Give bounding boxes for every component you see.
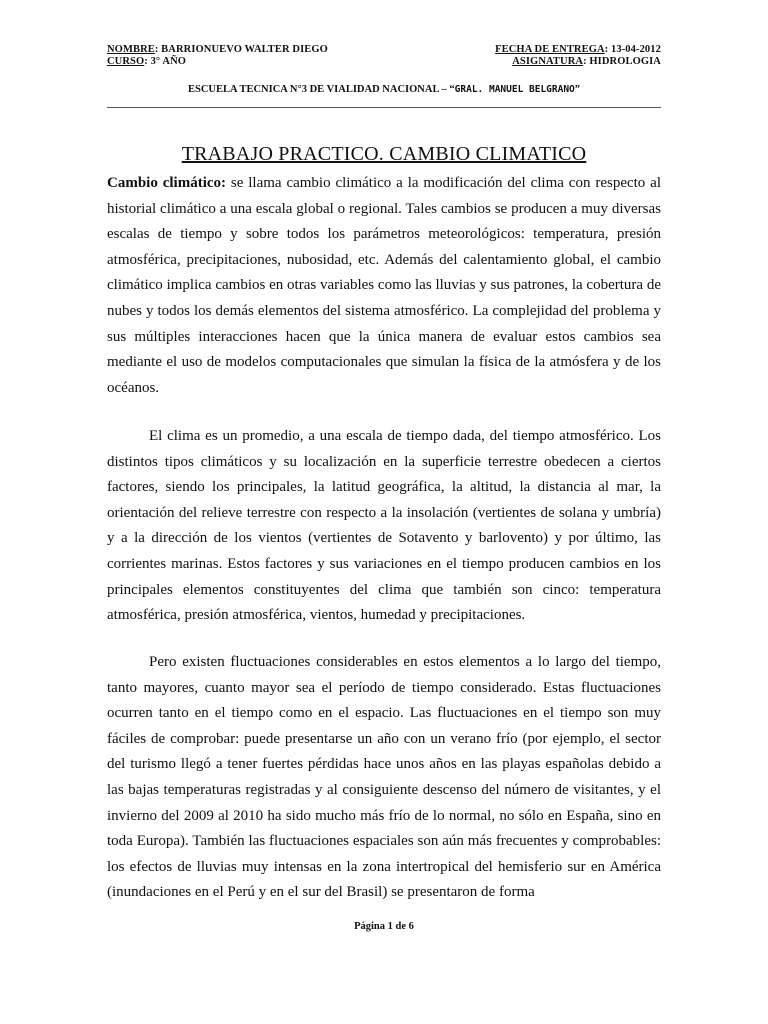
paragraph-1-term: Cambio climático: bbox=[107, 175, 227, 191]
nombre-label: NOMBRE bbox=[107, 44, 155, 55]
document-title: TRABAJO PRACTICO. CAMBIO CLIMATICO bbox=[181, 143, 587, 165]
course bbox=[107, 56, 186, 68]
asignatura-label: ASIGNATURA bbox=[512, 56, 584, 67]
curso-value: : 3° AÑO bbox=[144, 56, 187, 67]
header-row-2 bbox=[107, 56, 661, 68]
asignatura-value: : HIDROLOGIA bbox=[583, 56, 661, 67]
paragraph-3: Pero existen fluctuaciones considerables en estos elementos a lo largo del tiempo, tanto mayores, cuanto mayor sea el período de tiempo considerado. Estas fluctuaciones ocurren tanto en el tiempo como en el espacio. Las fluctuaciones en el tiempo son muy fáciles de comprobar: puede presentarse un año con un verano frío (por ejemplo, el sector del turismo llegó a tener fuertes pérdidas hace unos años en las playas españolas debido a las bajas temperaturas registradas y al consiguiente descenso del número de visitantes, y el invierno del 2009 al 2010 ha sido mucho más frío de lo normal, no sólo en España, sino en toda Europa). También las fluctuaciones espaciales son aún más frecuentes y comprobables: los efectos de lluvias muy intensas en la zona intertropical del hemisferio sur en América (inundaciones en el Perú y en el sur del Brasil) se presentaron de forma bbox=[107, 654, 661, 901]
fecha-label: FECHA DE ENTREGA bbox=[495, 44, 605, 55]
paragraph-1 bbox=[107, 171, 661, 401]
header-row-1 bbox=[107, 44, 661, 56]
subject bbox=[512, 56, 661, 68]
school-name: GRAL. MANUEL BELGRANO bbox=[454, 84, 575, 95]
nombre-value: : BARRIONUEVO WALTER DIEGO bbox=[154, 44, 328, 55]
fecha-value: : 13-04-2012 bbox=[604, 44, 661, 55]
header-divider bbox=[107, 107, 661, 108]
student-name bbox=[107, 44, 328, 56]
school-line bbox=[107, 84, 661, 96]
page-number: Página 1 de 6 bbox=[354, 921, 414, 932]
curso-label: CURSO bbox=[107, 56, 145, 67]
paragraph-2: El clima es un promedio, a una escala de tiempo dada, del tiempo atmosférico. Los distintos tipos climáticos y su localización en la superficie terrestre obedecen a ciertos factores, siendo los principales, la latitud geográfica, la altitud, la distancia al mar, la orientación del relieve terrestre con respecto a la insolación (vertientes de solana y umbría) y a la dirección de los vientos (vertientes de Sotavento y barlovento) y por último, las corrientes marinas. Estos factores y sus variaciones en el tiempo producen cambios en los principales elementos constituyentes del clima que también son cinco: temperatura atmosférica, presión atmosférica, vientos, humedad y precipitaciones. bbox=[107, 428, 661, 624]
due-date bbox=[495, 44, 661, 56]
school-prefix: ESCUELA TECNICA N°3 DE VIALIDAD NACIONAL – “ bbox=[187, 84, 455, 95]
school-suffix: ” bbox=[574, 84, 581, 95]
paragraph-1-text: se llama cambio climático a la modificación del clima con respecto al historial climático a una escala global o regional. Tales cambios se producen a muy diversas escalas de tiempo y sobre todos los parámetros meteorológicos: temperatura, presión atmosférica, precipitaciones, nubosidad, etc. Además del calentamiento global, el cambio climático implica cambios en otras variables como las lluvias y sus patrones, la cobertura de nubes y todos los demás elementos del sistema atmosférico. La complejidad del problema y sus múltiples interacciones hacen que la única manera de evaluar estos cambios sea mediante el uso de modelos computacionales que simulan la física de la atmósfera y de los océanos. bbox=[107, 175, 661, 396]
